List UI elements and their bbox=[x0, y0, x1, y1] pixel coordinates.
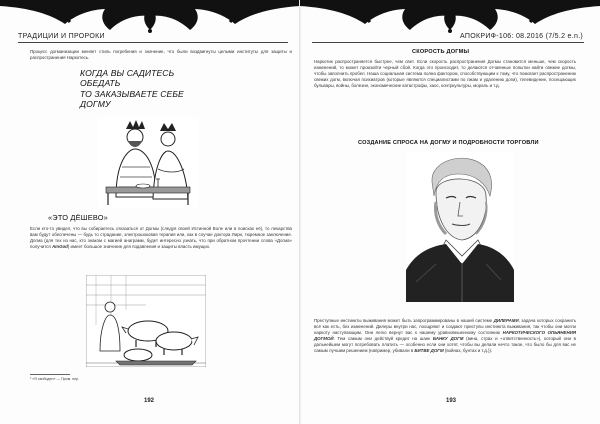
speed-paragraph: Наркотик распространяется быстрее, чем свет. Если скорость распространения Догмы становится меньше, чем скорость изменений, то может произойти черный сбой. Когда это происходит, то делаются отчаянные попытки найти свежие догмы, чтобы заполнить пробел. Наша социальная система полна фактором, способствующим к тому, что помогает распространению свежих догм, включая психиатров (которые являются специалистами по лжам и удалению догм), телевидение, посещающих бульвары, войны, болезни, экономические катастрофы, хаос, контркультуры, мораль и т.д. bbox=[314, 59, 576, 89]
body-text-tail: ) имеет большое значение для подавления и защиты власть имущих. bbox=[67, 244, 211, 250]
pull-quote-line: ТО ЗАКАЗЫВАЕТЕ СЕБЕ bbox=[80, 88, 184, 99]
running-head: АПОКРИФ-106: 08.2016 (7/5.2 e.n.) bbox=[460, 33, 584, 40]
body-emphasis: AmGod bbox=[52, 244, 68, 250]
header-rule bbox=[18, 42, 288, 43]
trade-paragraph bbox=[314, 318, 576, 355]
ornament-flourish-right-icon bbox=[300, 0, 600, 34]
section-heading: СКОРОСТЬ ДОГМЫ bbox=[412, 49, 470, 55]
page-number: 193 bbox=[446, 398, 457, 404]
engraving-kings-dining-icon bbox=[98, 117, 198, 207]
footnote: ¹ «Я свободен» — Прим. пер. bbox=[30, 377, 80, 381]
trade-text: (войнах, бунтах и т.д.)). bbox=[444, 348, 493, 354]
trade-text: Преступные инстинкты выживания может быть запрограммированы в нашей системе bbox=[314, 318, 493, 323]
pull-quote-line: ДОГМУ bbox=[80, 99, 111, 110]
footnote-rule bbox=[30, 374, 70, 375]
trade-emphasis: НАРКОТИЧЕСКОГО ОПЬЯНЕНИЯ ДОГМОЙ bbox=[314, 330, 576, 342]
header-rule bbox=[312, 42, 584, 43]
trade-emphasis: ДИЛЕРАМИ bbox=[493, 318, 519, 323]
page-number: 192 bbox=[144, 398, 155, 404]
sub-heading: СОЗДАНИЕ СПРОСА НА ДОГМУ И ПОДРОБНОСТИ ТОРГОВЛИ bbox=[358, 140, 539, 146]
engraving-pigs-feeding-icon bbox=[86, 275, 206, 367]
trade-emphasis: БАНКУ ДОГМ bbox=[432, 336, 464, 342]
portrait-engraving-icon bbox=[406, 152, 514, 302]
trade-text: , задача которых сохранить всё как есть, без изменений. Дилеры внутри нас, поощряют и создают приступы инстинкта выживания, так чтобы они могли наркоту наступающим. Они легко вернут вас к нашему уравновешенному состоянию bbox=[314, 318, 576, 336]
body-text: Если кто-то увидел, что вы собираетесь отказаться от Догмы (следуя своей Истинной Воле или в поисках её), то лекарства вам будут обеспечены — будь то страдание, электрошоковая терапия или, как в случае доктора Лири, тюремное заключение. Догма (для тех из нас, кто знаком с магией анаграмм, будет интересно узнать, что при обратном прочтении слова «Догма» получится bbox=[30, 226, 292, 250]
trade-text: (вина, страх и «ответственность»), который они в дальнейшем могут потребовать платить — особенно если они хотят, чтобы вы делали нечто такое, что было бы для вас не самым лучшим решением (например, убивали в bbox=[314, 336, 576, 354]
pull-quote-line: ОБЕДАТЬ bbox=[80, 78, 121, 89]
right-page bbox=[300, 0, 600, 424]
trade-text: . Тем самым они действуй кредит на шанк bbox=[333, 336, 431, 342]
body-paragraph bbox=[30, 226, 292, 250]
ornament-flourish-left-icon bbox=[0, 0, 300, 34]
pull-quote-line: КОГДА ВЫ САДИТЕСЬ bbox=[80, 68, 175, 78]
pull-quote bbox=[80, 68, 230, 110]
running-head: ТРАДИЦИИ И ПРОРОКИ bbox=[18, 33, 105, 40]
intro-paragraph: Процесс догманизации меняет стиль погребения и значение, что были воздвигнуты целыми институты для защиты и распространения Наркотесь. bbox=[30, 49, 292, 61]
section-heading: «ЭТО ДЁШЕВО» bbox=[48, 213, 108, 222]
trade-emphasis: БИТВЕ ДОГМ bbox=[414, 348, 444, 354]
